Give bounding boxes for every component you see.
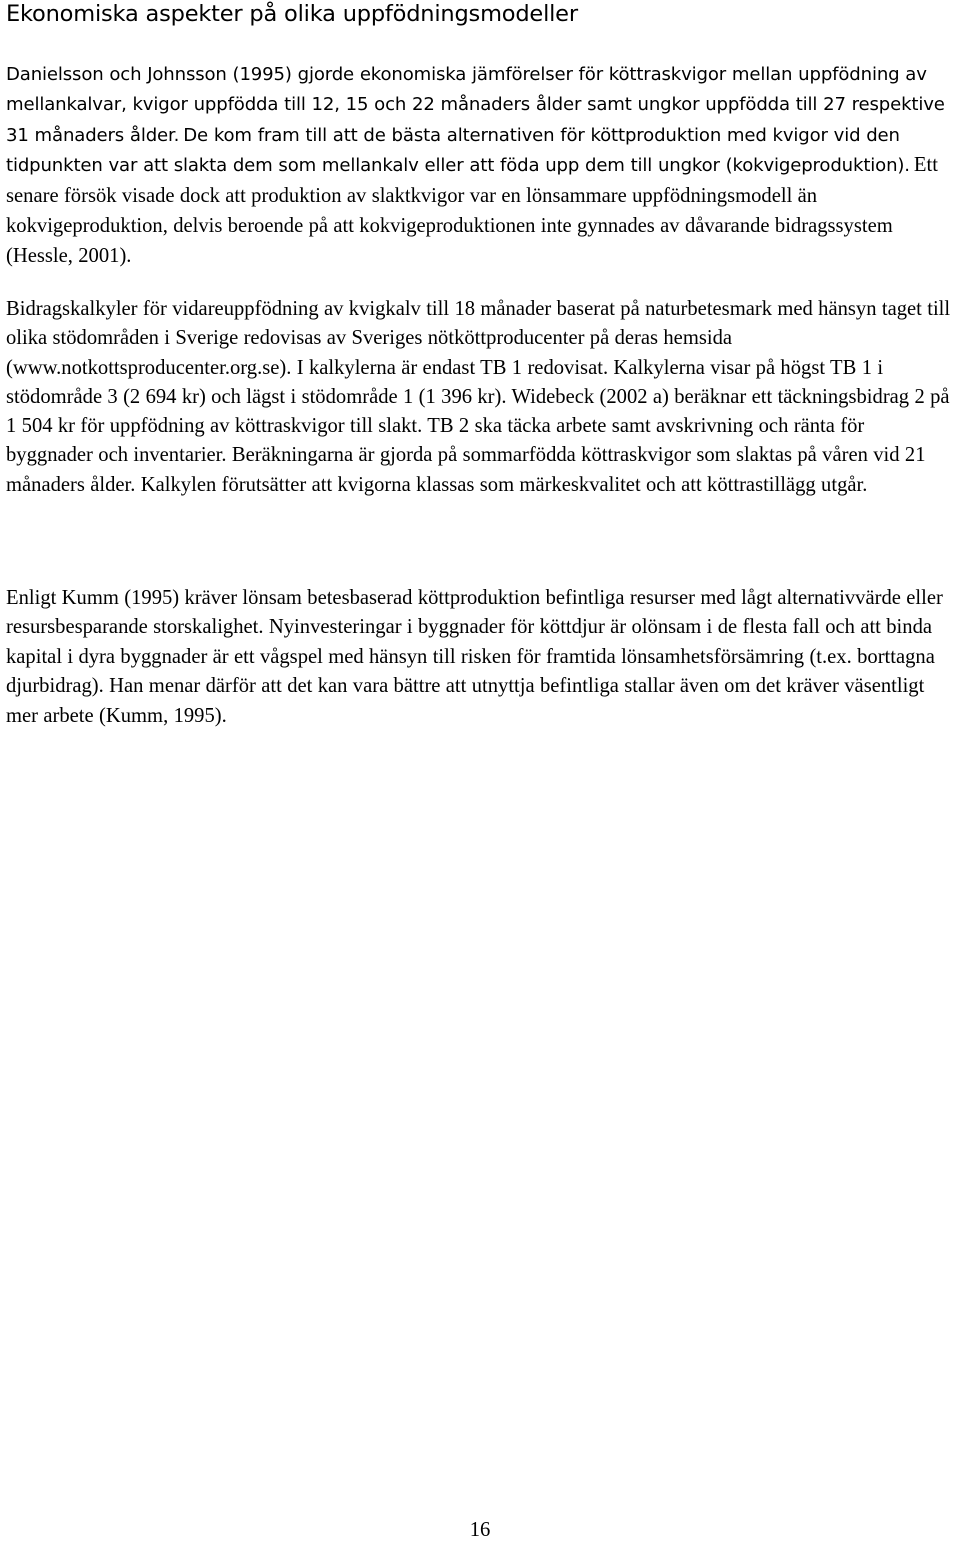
paragraph-3: Enligt Kumm (1995) kräver lönsam betesbaserad köttproduktion befintliga resurser med lågt alternativvärde eller resursbesparande storskalighet. Nyinvesteringar i byggnader för köttdjur är olönsam i de flesta fall och att binda kapital i dyra byggnader är ett vågspel med hänsyn till risken för framtida lönsamhetsförsämring (t.ex. borttagna djurbidrag). Han menar därför att det kan vara bättre att utnyttja befintliga stallar även om det kräver väsentligt mer arbete (Kumm, 1995). — [6, 587, 943, 727]
page-number: 16 — [469, 1519, 491, 1541]
paragraph-1 — [6, 60, 956, 273]
section-heading: Ekonomiska aspekter på olika uppfödningsmodeller — [6, 1, 578, 27]
paragraph-1-part-2: De kom fram till att de bästa alternativen för köttproduktion med kvigor vid den tidpunkten var att slakta dem som mellankalv eller att föda upp dem till ungkor (kokvigeproduktion). — [6, 124, 910, 177]
paragraph-1-part-1: Danielsson och Johnsson (1995) gjorde ekonomiska jämförelser för köttraskvigor mellan uppfödning av mellankalvar, kvigor uppfödda till 12, 15 och 22 månaders ålder samt ungkor uppfödda till 27 respektive 31 månaders ålder. — [6, 64, 945, 146]
paragraph-2: Bidragskalkyler för vidareuppfödning av kvigkalv till 18 månader baserat på naturbetesmark med hänsyn taget till olika stödområden i Sverige redovisas av Sveriges nötköttproducenter på deras hemsida (www.notkottsproducenter.org.se). I kalkylerna är endast TB 1 redovisat. Kalkylerna visar på högst TB 1 i stödområde 3 (2 694 kr) och lägst i stödområde 1 (1 396 kr). Widebeck (2002 a) beräknar ett täckningsbidrag 2 på 1 504 kr för uppfödning av köttraskvigor till slakt. TB 2 ska täcka arbete samt avskrivning och ränta för byggnader och inventarier. Beräkningarna är gjorda på sommarfödda köttraskvigor som slaktas på våren vid 21 månaders ålder. Kalkylen förutsätter att kvigorna klassas som märkeskvalitet och att köttrastillägg utgår. — [6, 298, 951, 496]
paragraph-1-part-3: Ett senare försök visade dock att produktion av slaktkvigor var en lönsammare uppfödningsmodell än kokvigeproduktion, delvis beroende på att kokvigeproduktionen inte gynnades av dåvarande bidragssystem (Hessle, 2001). — [6, 154, 938, 268]
